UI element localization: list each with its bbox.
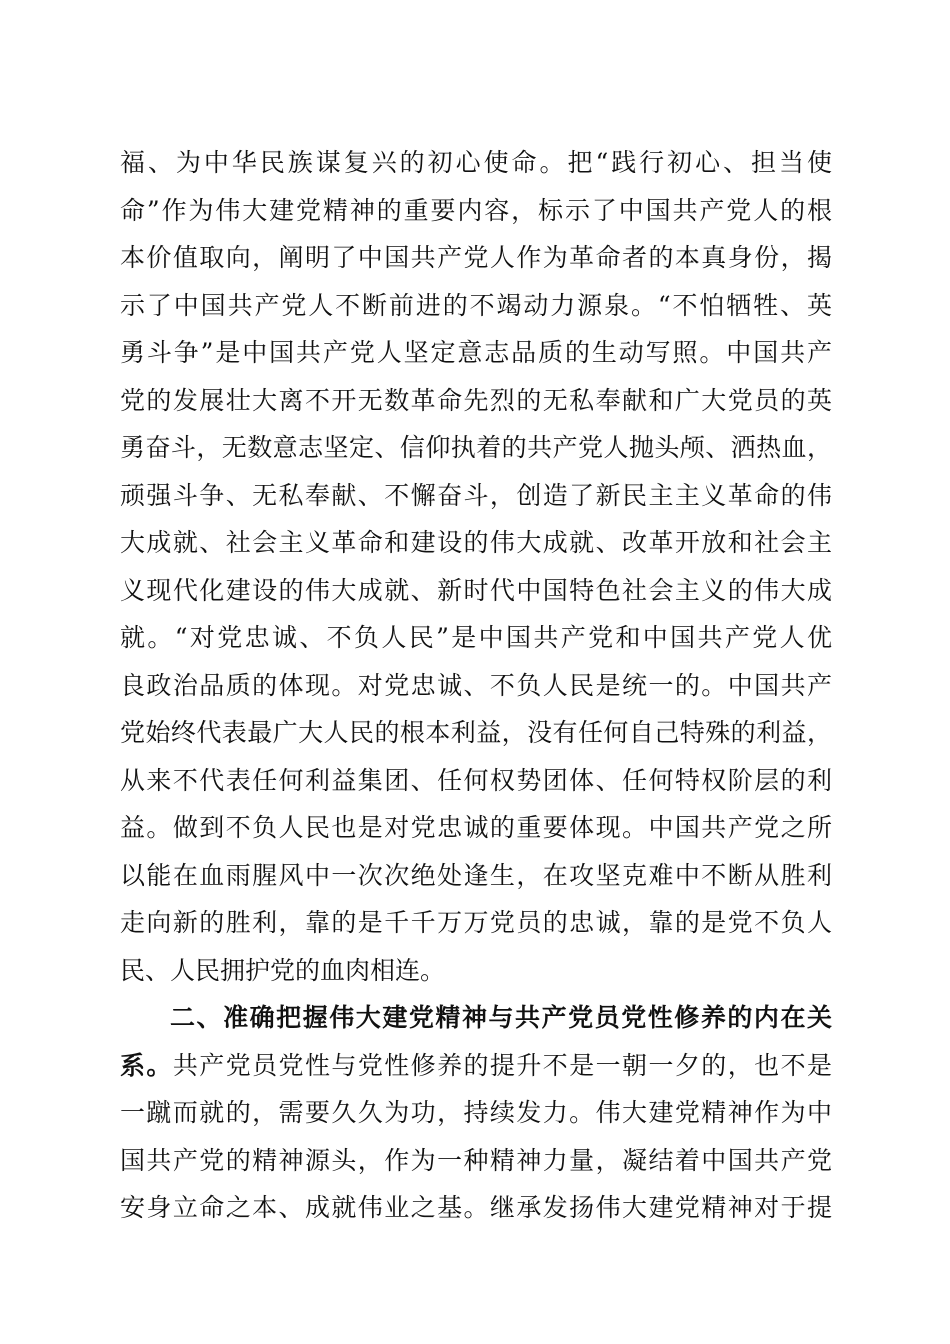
text-line: 勇奋斗，无数意志坚定、信仰执着的共产党人抛头颅、洒热血，	[120, 433, 832, 462]
text-line: 示了中国共产党人不断前进的不竭动力源泉。“不怕牺牲、英	[120, 290, 832, 320]
text-line: 安身立命之本、成就伟业之基。继承发扬伟大建党精神对于提	[120, 1193, 832, 1222]
text-line: 勇斗争”是中国共产党人坚定意志品质的生动写照。中国共产	[120, 338, 832, 367]
section-heading: 二、准确把握伟大建党精神与共产党员党性修养的内在关	[170, 1003, 832, 1032]
text-line: 义现代化建设的伟大成就、新时代中国特色社会主义的伟大成	[120, 575, 832, 605]
text-line: 走向新的胜利，靠的是千千万万党员的忠诚，靠的是党不负人	[120, 908, 832, 937]
section-heading-end: 系。	[120, 1050, 173, 1080]
text-line: 命”作为伟大建党精神的重要内容，标示了中国共产党人的根	[120, 195, 832, 225]
text-line: 福、为中华民族谋复兴的初心使命。把“践行初心、担当使	[120, 148, 832, 177]
text-line: 良政治品质的体现。对党忠诚、不负人民是统一的。中国共产	[120, 670, 832, 700]
text-line: 益。做到不负人民也是对党忠诚的重要体现。中国共产党之所	[120, 813, 832, 842]
text-line: 国共产党的精神源头，作为一种精神力量，凝结着中国共产党	[120, 1145, 832, 1175]
text-line: 就。“对党忠诚、不负人民”是中国共产党和中国共产党人优	[120, 623, 832, 652]
text-line: 民、人民拥护党的血肉相连。	[120, 955, 446, 985]
body-text	[120, 139, 832, 1232]
text-line: 大成就、社会主义革命和建设的伟大成就、改革开放和社会主	[120, 528, 832, 557]
text-line-rest: 共产党员党性与党性修养的提升不是一朝一夕的，也不是	[172, 1050, 832, 1080]
text-line: 从来不代表任何利益集团、任何权势团体、任何特权阶层的利	[120, 765, 832, 795]
text-line: 顽强斗争、无私奉献、不懈奋斗，创造了新民主主义革命的伟	[120, 480, 832, 510]
text-line: 一蹴而就的，需要久久为功，持续发力。伟大建党精神作为中	[120, 1098, 832, 1127]
text-line: 以能在血雨腥风中一次次绝处逢生，在攻坚克难中不断从胜利	[120, 860, 832, 890]
text-line: 党始终代表最广大人民的根本利益，没有任何自己特殊的利益，	[120, 718, 832, 747]
text-line: 党的发展壮大离不开无数革命先烈的无私奉献和广大党员的英	[120, 385, 832, 415]
text-line	[120, 1042, 832, 1090]
text-line: 本价值取向，阐明了中国共产党人作为革命者的本真身份，揭	[120, 243, 832, 272]
